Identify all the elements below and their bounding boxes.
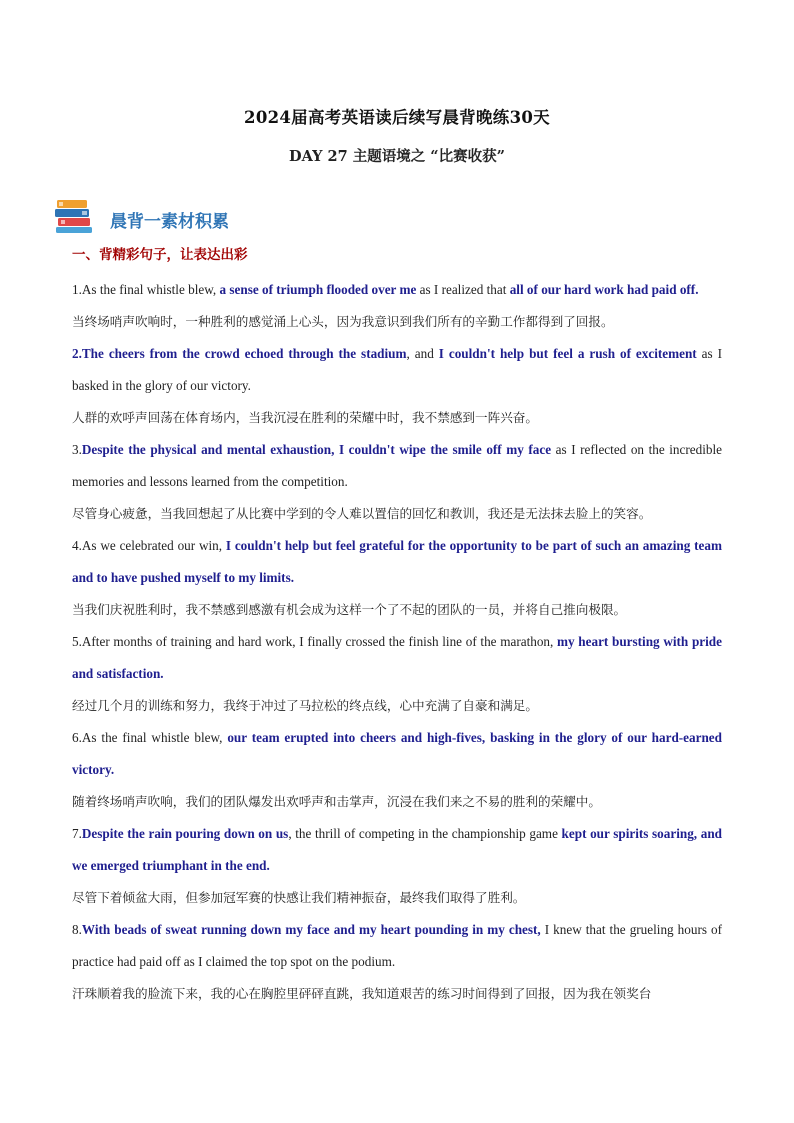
- highlighted-phrase: I couldn't help but feel a rush of excitement: [438, 346, 697, 361]
- highlighted-phrase: I couldn't help but feel grateful for the opportunity to be part of such an amazing team and to have pushed myself to my limits.: [72, 538, 722, 585]
- highlighted-phrase: Despite the rain pouring down on us: [81, 826, 289, 841]
- sentence-english: [72, 338, 722, 402]
- sentence-text: as I basked in the glory of our victory.: [72, 346, 722, 393]
- section-subheading: 一、背精彩句子，让表达出彩: [72, 247, 248, 263]
- sentence-translation: 当我们庆祝胜利时，我不禁感到感激有机会成为这样一个了不起的团队的一员，并将自己推向极限。: [72, 602, 627, 617]
- highlighted-phrase: Despite the physical and mental exhaustion, I couldn't wipe the smile off my face: [81, 442, 552, 457]
- sentence-translation: 汗珠顺着我的脸流下来，我的心在胸腔里砰砰直跳，我知道艰苦的练习时间得到了回报，因为我在领奖台: [72, 986, 652, 1001]
- sentence-text: 7.: [72, 826, 82, 841]
- sentence-english: [72, 818, 722, 882]
- highlighted-phrase: a sense of triumph flooded over me: [219, 282, 417, 297]
- sentence-text: 8.: [72, 922, 82, 937]
- sentence-translation: 尽管身心疲惫，当我回想起了从比赛中学到的令人难以置信的回忆和教训，我还是无法抹去脸上的笑容。: [72, 506, 652, 521]
- books-icon: [54, 198, 96, 234]
- highlighted-phrase: 2.The cheers from the crowd echoed through the stadium: [72, 346, 407, 361]
- sentence-text: 6.As the final whistle blew,: [72, 730, 228, 745]
- sentence-translation: 当终场哨声吹响时，一种胜利的感觉涌上心头，因为我意识到我们所有的辛勤工作都得到了回报。: [72, 314, 614, 329]
- sentence-english: [72, 722, 722, 786]
- sentence-text: as I reflected on the incredible memories and lessons learned from the competition.: [72, 442, 722, 489]
- section-title: 晨背一素材积累: [110, 212, 229, 232]
- sentence-english: [72, 626, 722, 690]
- sentence-text: 3.: [72, 442, 82, 457]
- sentence-translation: 人群的欢呼声回荡在体育场内，当我沉浸在胜利的荣耀中时，我不禁感到一阵兴奋。: [72, 410, 538, 425]
- highlighted-phrase: our team erupted into cheers and high-fives, basking in the glory of our hard-earned victory.: [72, 730, 722, 777]
- highlighted-phrase: With beads of sweat running down my face and my heart pounding in my chest,: [81, 922, 541, 937]
- sentence-english: [72, 274, 722, 306]
- highlighted-phrase: kept our spirits soaring, and we emerged triumphant in the end.: [72, 826, 722, 873]
- sentence-text: as I realized that: [416, 282, 510, 297]
- sentence-text: , and: [406, 346, 439, 361]
- sentence-translation: 尽管下着倾盆大雨，但参加冠军赛的快感让我们精神振奋，最终我们取得了胜利。: [72, 890, 526, 905]
- sentence-list: [72, 274, 722, 1010]
- page-title: 2024届高考英语读后续写晨背晚练30天: [244, 108, 550, 127]
- section-header: [54, 198, 454, 234]
- sentence-translation: 经过几个月的训练和努力，我终于冲过了马拉松的终点线，心中充满了自豪和满足。: [72, 698, 538, 713]
- sentence-text: 4.As we celebrated our win,: [72, 538, 226, 553]
- highlighted-phrase: all of our hard work had paid off.: [509, 282, 699, 297]
- page-subtitle: DAY 27 主题语境之 “比赛收获”: [289, 148, 505, 165]
- highlighted-phrase: my heart bursting with pride and satisfaction.: [72, 634, 722, 681]
- sentence-english: [72, 914, 722, 978]
- sentence-english: [72, 530, 722, 594]
- sentence-text: I knew that the grueling hours of practice had paid off as I claimed the top spot on the podium.: [72, 922, 722, 969]
- sentence-text: , the thrill of competing in the championship game: [288, 826, 562, 841]
- sentence-translation: 随着终场哨声吹响，我们的团队爆发出欢呼声和击掌声，沉浸在我们来之不易的胜利的荣耀中。: [72, 794, 601, 809]
- sentence-text: 5.After months of training and hard work, I finally crossed the finish line of the marathon,: [72, 634, 558, 649]
- sentence-text: 1.As the final whistle blew,: [72, 282, 220, 297]
- sentence-english: [72, 434, 722, 498]
